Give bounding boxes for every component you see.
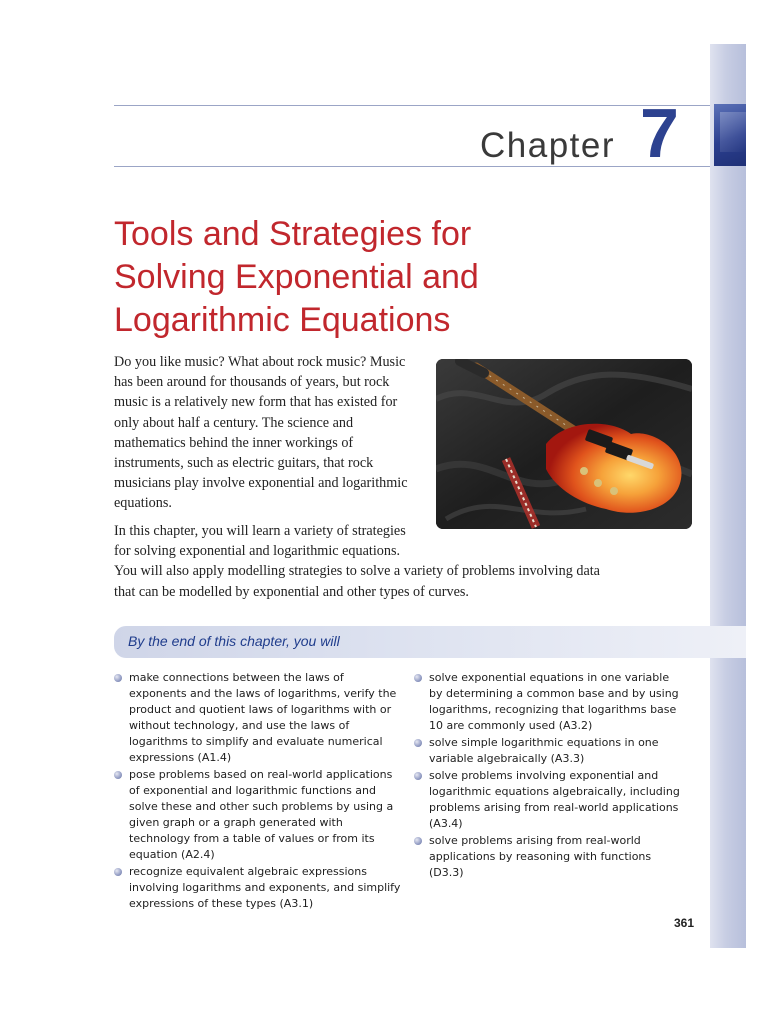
intro-paragraph-2 (114, 521, 600, 602)
objective-item (414, 670, 686, 734)
chapter-title-line: Logarithmic Equations (114, 301, 451, 339)
objective-text: solve problems involving exponential and logarithmic equations algebraically, including problems arising from real-world applications (A3.4) (429, 769, 680, 830)
objectives-banner (114, 626, 746, 658)
objective-item (114, 670, 404, 766)
intro-paragraph-2-rest: You will also apply modelling strategies to solve a variety of problems involving data that can be modelled by exponential and other types of curves. (114, 563, 600, 600)
objective-item (414, 833, 686, 881)
intro-paragraph: Do you like music? What about rock music? Music has been around for thousands of years, but rock music is a relatively new form that has existed for only about half a century. The science and mathematics behind the inner workings of instruments, such as electric guitars, that rock musicians play involve exponential and logarithmic equations. (114, 354, 408, 512)
chapter-title-line: Tools and Strategies for (114, 215, 472, 253)
chapter-title-line: Solving Exponential and (114, 258, 479, 296)
header-rule-bottom (114, 166, 710, 167)
objective-text: solve exponential equations in one variable by determining a common base and by using logarithms, recognizing that logarithms base 10 are commonly used (A3.2) (429, 671, 679, 732)
page-number: 361 (674, 916, 695, 930)
page-edge-band (710, 44, 746, 948)
objective-text: solve simple logarithmic equations in one variable algebraically (A3.3) (429, 736, 659, 765)
electric-guitar-photo (436, 359, 692, 529)
intro-paragraph-2-line: In this chapter, you will learn a variety of strategies (114, 523, 406, 539)
chapter-number: 7 (640, 94, 679, 172)
objective-text: make connections between the laws of exponents and the laws of logarithms, verify the product and quotient laws of logarithms with or without technology, and use the laws of logarithms to simplify and evaluate numerical expressions (A1.4) (129, 671, 397, 764)
objective-text: pose problems based on real-world applications of exponential and logarithmic functions and solve these and other such problems by using a given graph or a graph generated with technology from a table of values or from its equation (A2.4) (129, 768, 394, 861)
objectives-heading: By the end of this chapter, you will (128, 633, 340, 649)
bullet-icon (114, 771, 122, 779)
chapter-edge-tab (714, 104, 746, 166)
objective-item (414, 735, 686, 767)
bullet-icon (114, 674, 122, 682)
objective-item (114, 864, 404, 912)
chapter-title (114, 213, 694, 342)
objective-item (414, 768, 686, 832)
bullet-icon (414, 837, 422, 845)
bullet-icon (114, 868, 122, 876)
header-rule-top (114, 105, 710, 106)
objective-text: solve problems arising from real-world applications by reasoning with functions (D3.3) (429, 834, 652, 879)
bullet-icon (414, 674, 422, 682)
objective-text: recognize equivalent algebraic expressions involving logarithms and exponents, and simplify expressions of these types (A3.1) (129, 865, 401, 910)
objective-item (114, 767, 404, 863)
objectives-list-left (114, 670, 404, 913)
bullet-icon (414, 739, 422, 747)
chapter-label: Chapter (480, 126, 616, 165)
intro-paragraph-2-line: for solving exponential and logarithmic equations. (114, 543, 401, 560)
objectives-list-right (414, 670, 686, 882)
bullet-icon (414, 772, 422, 780)
